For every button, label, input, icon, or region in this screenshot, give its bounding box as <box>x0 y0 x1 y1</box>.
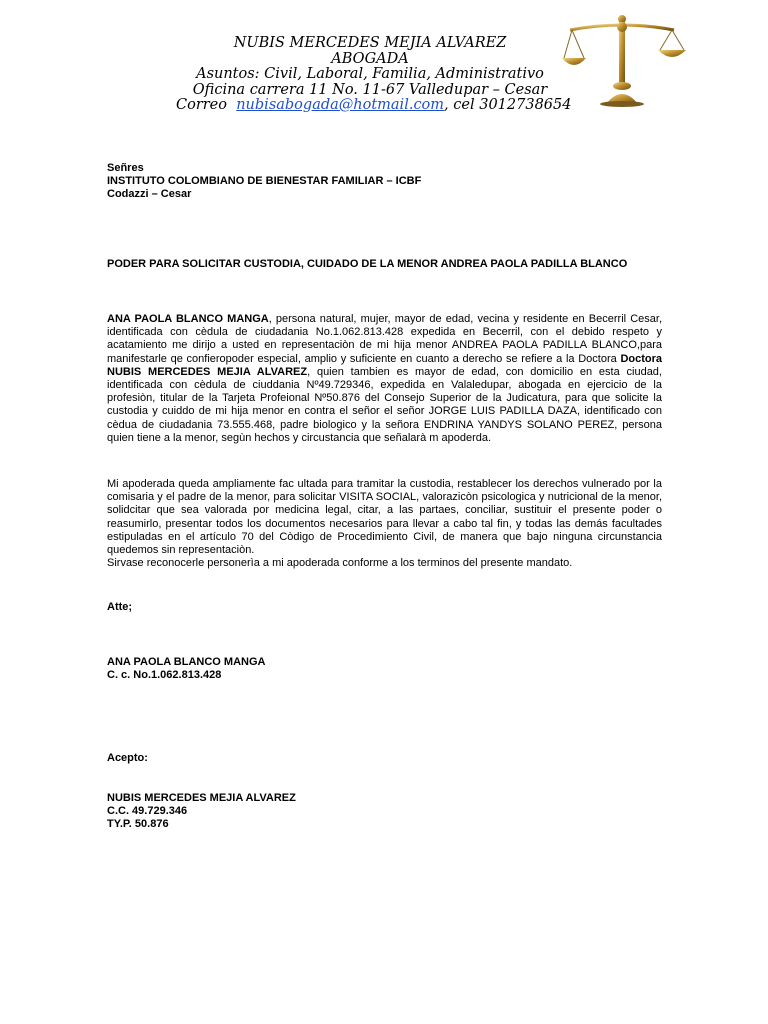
acceptance-label: Acepto: <box>107 752 148 764</box>
email-label: Correo <box>176 97 227 113</box>
signer-block <box>107 656 662 682</box>
email-link[interactable]: nubisabogada@hotmail.com <box>236 97 445 113</box>
practice-areas: Asuntos: Civil, Laboral, Familia, Administrativo <box>196 66 544 82</box>
acceptor-cc: C.C. 49.729.346 <box>107 805 188 818</box>
grantor-name: ANA PAOLA BLANCO MANGA <box>107 313 269 325</box>
contact-line: Correo nubisabogada@hotmail.com, cel 3012738654 <box>176 97 572 113</box>
signer-id: C. c. No.1.062.813.428 <box>107 669 222 682</box>
acceptance-block <box>107 792 662 832</box>
signer-name: ANA PAOLA BLANCO MANGA <box>107 656 266 668</box>
salutation: Señres <box>107 162 144 174</box>
recipient-institution: INSTITUTO COLOMBIANO DE BIENESTAR FAMILIAR – ICBF <box>107 175 422 188</box>
phone-number: cel 3012738654 <box>453 97 572 113</box>
scales-of-justice-icon <box>562 12 702 108</box>
attorney-name: Doctora NUBIS MERCEDES MEJIA ALVAREZ <box>107 352 662 378</box>
letterhead <box>170 36 570 114</box>
recipient-location: Codazzi – Cesar <box>107 188 192 201</box>
subject-line: PODER PARA SOLICITAR CUSTODIA, CUIDADO DE LA MENOR ANDREA PAOLA PADILLA BLANCO <box>107 258 628 270</box>
body-paragraph-3: Sirvase reconocerle personerìa a mi apoderada conforme a los terminos del presente mandato. <box>107 557 573 570</box>
lawyer-title: ABOGADA <box>331 50 409 67</box>
recipient-block <box>107 162 662 202</box>
acceptor-name: NUBIS MERCEDES MEJIA ALVAREZ <box>107 792 296 804</box>
lawyer-name: NUBIS MERCEDES MEJIA ALVAREZ <box>233 35 507 51</box>
body-paragraph-2: Mi apoderada queda ampliamente fac ultada para tramitar la custodia, restablecer los derechos vulnerado por la comisaria y el padre de la menor, para solicitar VISITA SOCIAL, valorazicòn psicologica y nutricional de la menor, solidcitar que sea valorada por medicina legal, citar, a las partaes, conciliar, sustituir el presente poder o reasumirlo, presentar todos los documentos necesarios para llevar a cabo tal fin, y todas las demás facultades estipuladas en el artículo 70 del Còdigo de Procedimiento Civil, de manera que bajo ninguna circunstancia quedemos sin representaciòn. Sirvase reconocerle personerìa a mi apoderada conforme a los terminos del presente mandato. <box>107 478 662 570</box>
closing: Atte; <box>107 601 133 613</box>
body-paragraph-1: ANA PAOLA BLANCO MANGA, persona natural, mujer, mayor de edad, vecina y residente en Becerril Cesar, identificada con cèdula de ciudadania No.1.062.813.428 expedida en Becerril, con el debido respeto y acatamiento me dirijo a usted en representaciòn de mi hija menor ANDREA PAOLA PADILLA BLANCO,para manifestarle qe confieropoder especial, amplio y suficiente en cuanto a derecho se refiere a la Doctora Doctora NUBIS MERCEDES MEJIA ALVAREZ, quien tambien es mayor de edad, con domicilio en esta ciudad, identificada con cèdula de ciuddania Nº49.729346, expedida en Valaledupar, abogada en ejercicio de la profesiòn, titular de la Tarjeta Profeional Nº50.876 del Consejo Superior de la Judicatura, para que solicite la custodia y cuiddo de mi hija menor en contra el señor el señor JORGE LUIS PADILLA DAZA, identificado con cèdua de ciudadania 73.555.468, padre biologico y la señora ENDRINA YANDYS SOLANO PEREZ, persona quien tiene a la menor, segùn hechos y circustancia que señalarà m apoderda. <box>107 313 663 444</box>
acceptor-tp: TY.P. 50.876 <box>107 818 169 831</box>
office-address: Oficina carrera 11 No. 11-67 Valledupar – Cesar <box>192 81 548 98</box>
